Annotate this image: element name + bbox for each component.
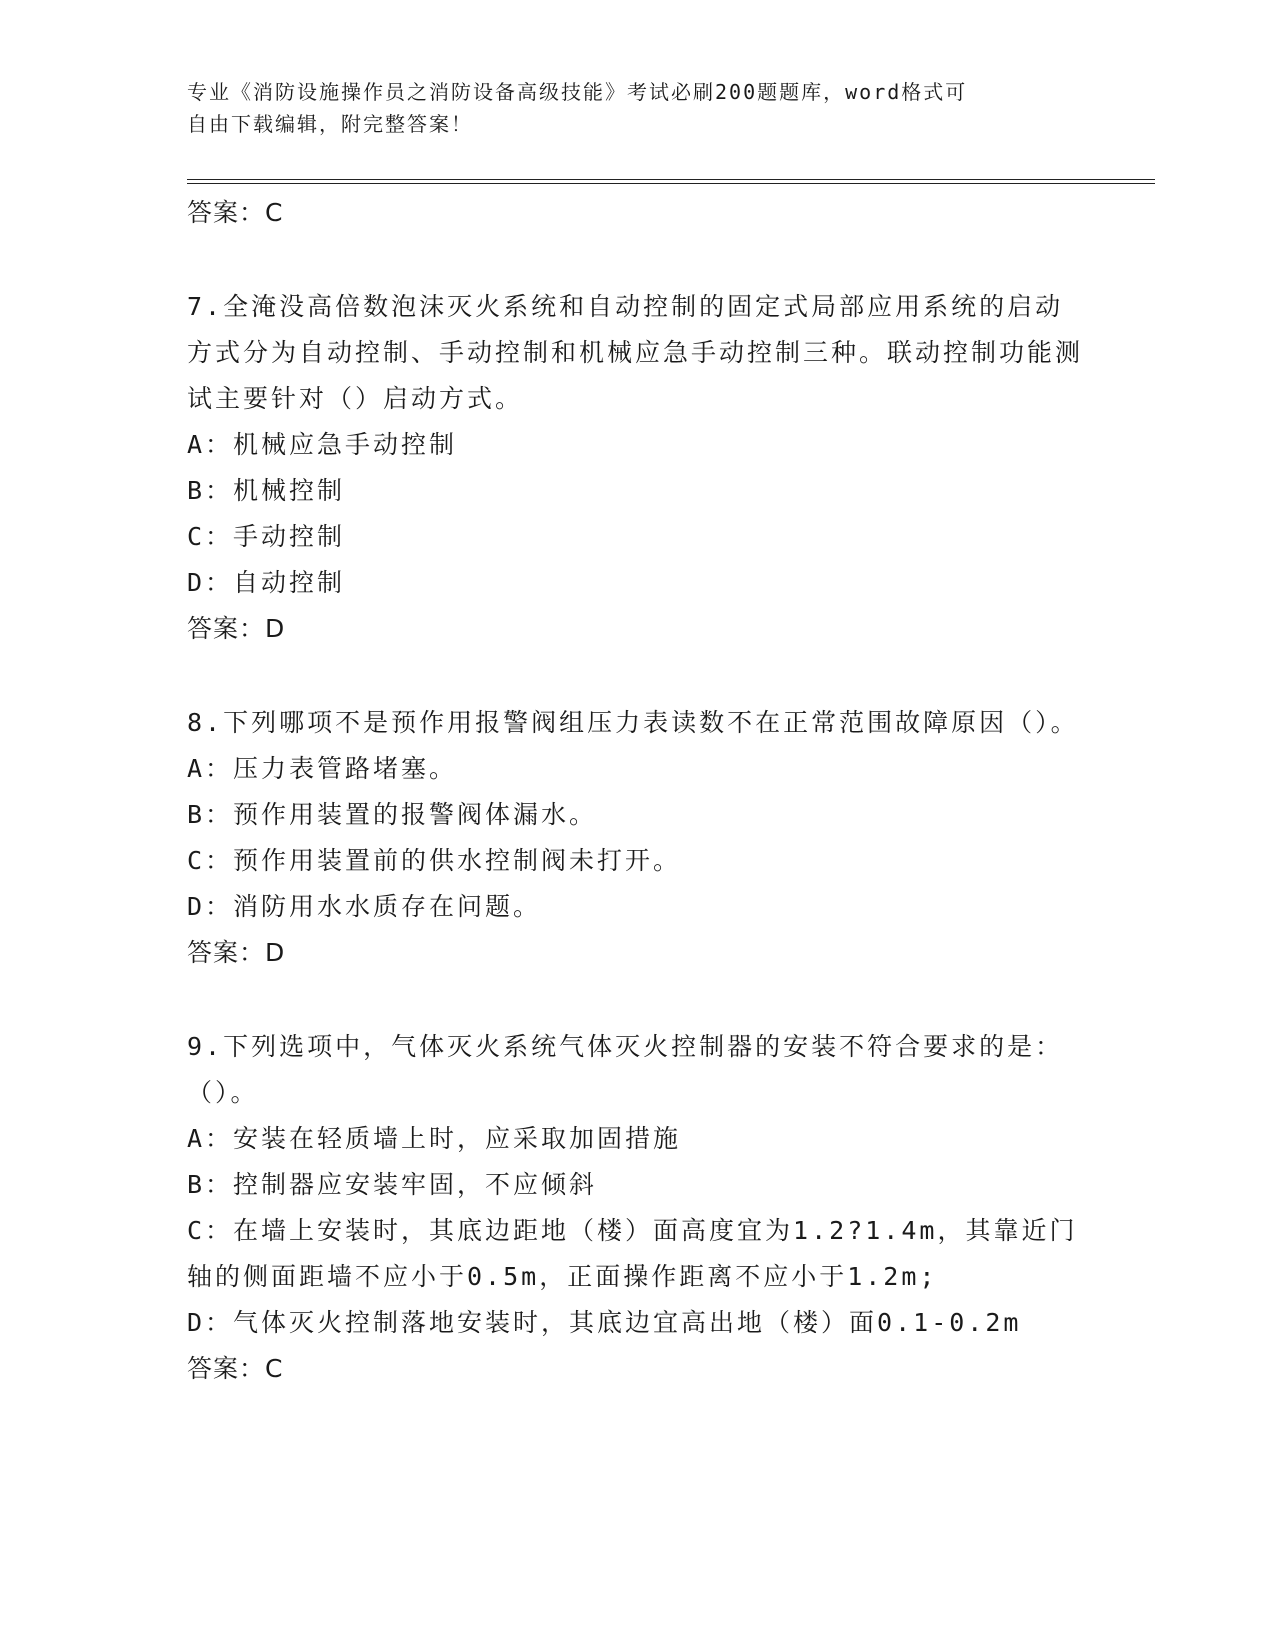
option-a: A：压力表管路堵塞。: [187, 754, 458, 783]
header-line-1: 专业《消防设施操作员之消防设备高级技能》考试必刷200题题库，word格式可: [187, 80, 968, 104]
option-d: D：自动控制: [187, 568, 346, 597]
page-header: [187, 76, 1067, 140]
option-b: B：预作用装置的报警阀体漏水。: [187, 800, 598, 829]
spacer: [187, 652, 1087, 700]
option-b: B：控制器应安装牢固，不应倾斜: [187, 1170, 598, 1199]
question-block-8: [187, 700, 1087, 976]
option-c: C：手动控制: [187, 522, 346, 551]
spacer: [187, 976, 1087, 1024]
option-a: A：机械应急手动控制: [187, 430, 458, 459]
option-a: A：安装在轻质墙上时，应采取加固措施: [187, 1124, 682, 1153]
option-d: D：消防用水水质存在问题。: [187, 892, 542, 921]
header-line-2: 自由下载编辑，附完整答案！: [187, 112, 473, 136]
option-d: D：气体灭火控制落地安装时，其底边宜高出地（楼）面0.1-0.2m: [187, 1308, 1022, 1337]
answer-line: 答案：D: [187, 938, 286, 967]
answer-line: 答案：D: [187, 614, 286, 643]
document-body: [187, 190, 1087, 1392]
spacer: [187, 236, 1087, 284]
question-text: 9.下列选项中，气体灭火系统气体灭火控制器的安装不符合要求的是：（）。: [187, 1032, 1064, 1107]
answer-line: 答案：C: [187, 198, 284, 227]
question-text: 7.全淹没高倍数泡沫灭火系统和自动控制的固定式局部应用系统的启动方式分为自动控制、手动控制和机械应急手动控制三种。联动控制功能测试主要针对（）启动方式。: [187, 292, 1084, 413]
option-c: C：预作用装置前的供水控制阀未打开。: [187, 846, 682, 875]
option-c: C：在墙上安装时，其底边距地（楼）面高度宜为1.2?1.4m，其靠近门轴的侧面距墙不应小于0.5m，正面操作距离不应小于1.2m;: [187, 1216, 1078, 1291]
question-block-7: [187, 284, 1087, 652]
question-text: 8.下列哪项不是预作用报警阀组压力表读数不在正常范围故障原因（）。: [187, 708, 1079, 737]
header-rule-bottom: [187, 183, 1155, 184]
header-rule-top: [187, 179, 1155, 180]
question-block-9: [187, 1024, 1087, 1392]
option-b: B：机械控制: [187, 476, 346, 505]
answer-line: 答案：C: [187, 1354, 284, 1383]
